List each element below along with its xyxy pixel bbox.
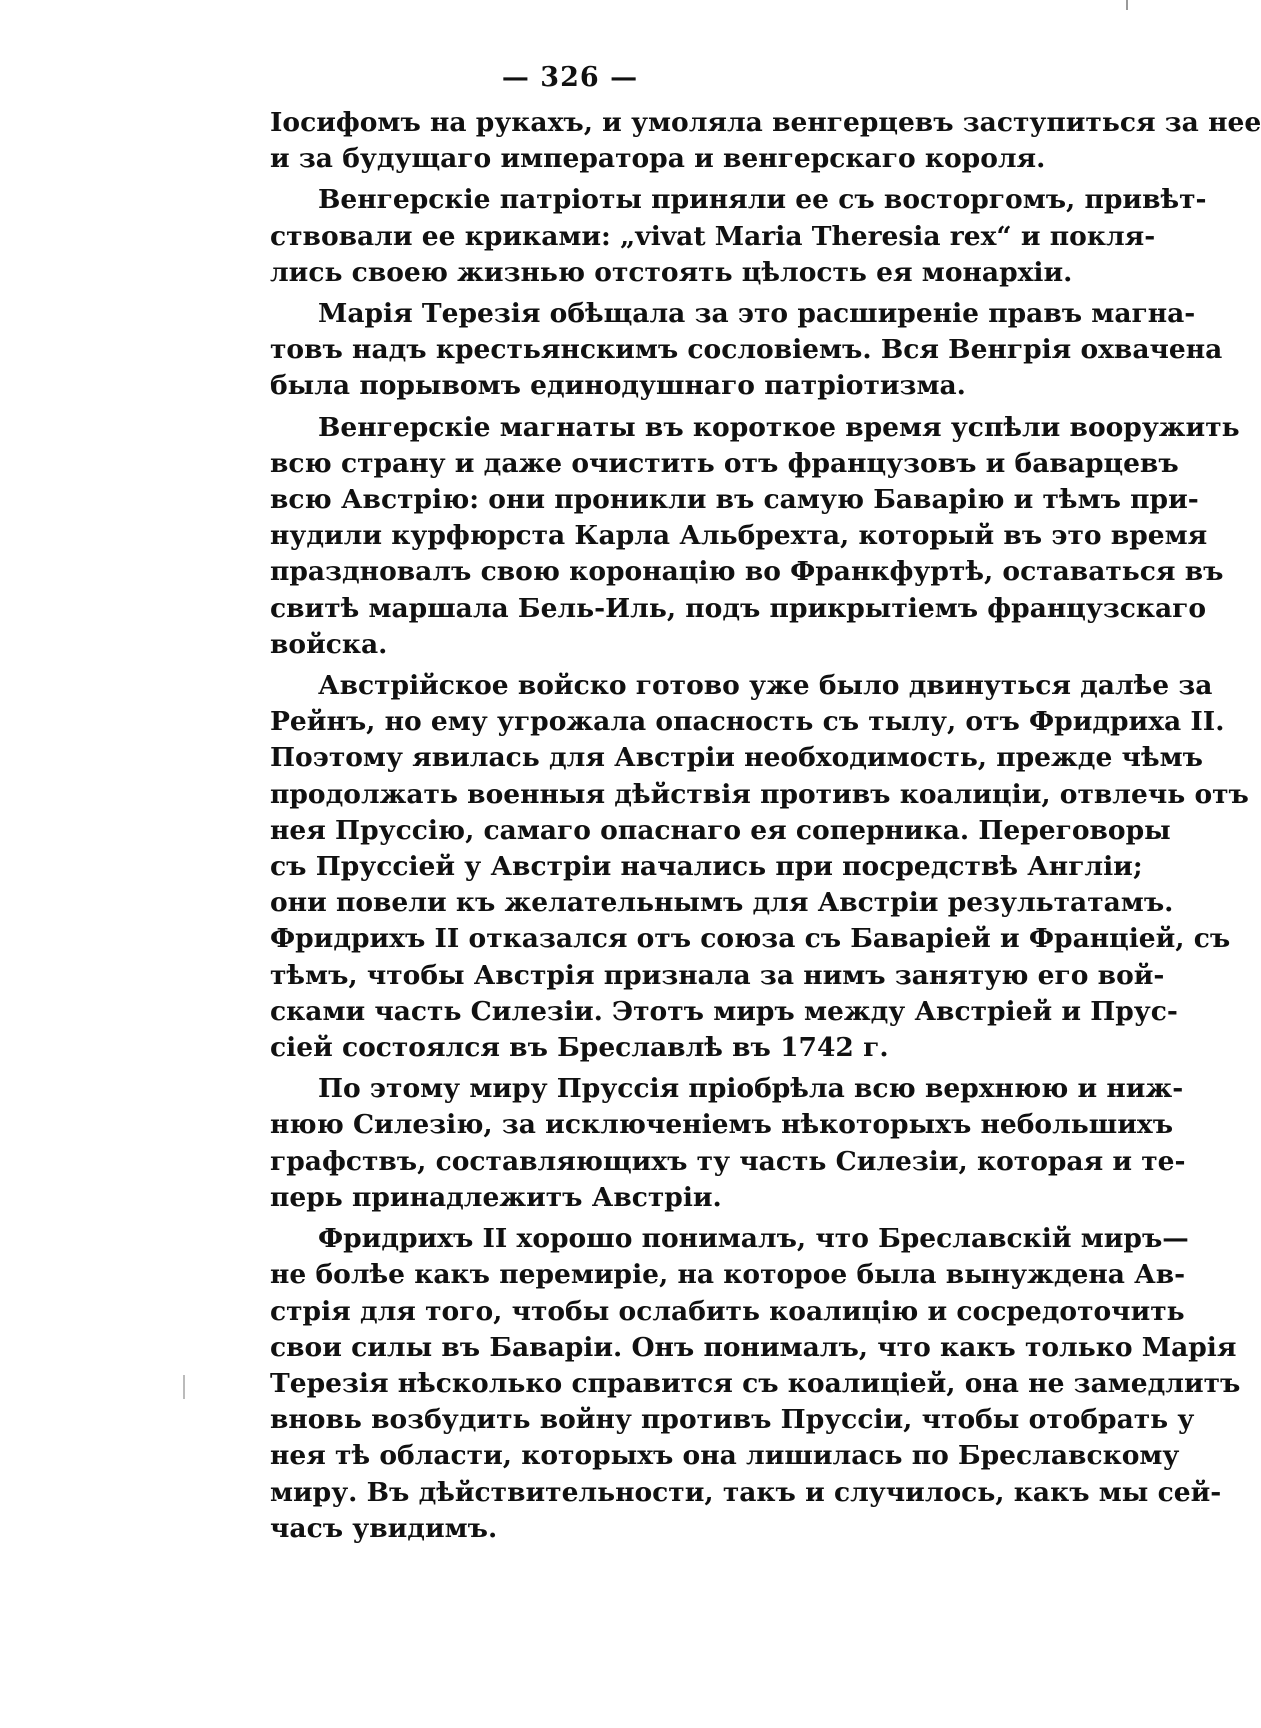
text-line: Рейнъ, но ему угрожала опасность съ тылу, отъ Фридриха II. [270, 706, 1225, 738]
text-line: свитѣ маршала Бель-Иль, подъ прикрытіемъ французскаго [270, 592, 1207, 624]
paragraph-6 [270, 1071, 1186, 1216]
paragraph-7 [270, 1221, 1241, 1547]
text-line: нея Пруссію, самаго опаснаго ея соперника. Переговоры [270, 814, 1171, 846]
text-line: праздновалъ свою коронацію во Франкфуртѣ, оставаться въ [270, 556, 1224, 588]
text-line: Австрійское войско готово уже было двинуться далѣе за [318, 670, 1213, 702]
text-line: стрія для того, чтобы ослабить коалицію и сосредоточить [270, 1295, 1185, 1327]
text-line: Терезія нѣсколько справится съ коалиціей, она не замедлитъ [270, 1367, 1241, 1399]
paragraph-5 [270, 668, 1249, 1066]
text-line: Поэтому явилась для Австріи необходимость, прежде чѣмъ [270, 742, 1203, 774]
text-line: миру. Въ дѣйствительности, такъ и случилось, какъ мы сей- [270, 1476, 1222, 1508]
paragraph-3 [270, 296, 1223, 405]
text-line: Фридрихъ II отказался отъ союза съ Баваріей и Франціей, съ [270, 923, 1231, 955]
text-line: Фридрихъ II хорошо понималъ, что Бреславскій миръ— [318, 1223, 1189, 1255]
text-line: часъ увидимъ. [270, 1512, 498, 1544]
text-line: Іосифомъ на рукахъ, и умоляла венгерцевъ заступиться за нее [270, 107, 1261, 138]
text-line: тѣмъ, чтобы Австрія признала за нимъ занятую его вой- [270, 959, 1165, 991]
text-line: графствъ, составляющихъ ту часть Силезіи, которая и те- [270, 1145, 1186, 1177]
text-line: По этому миру Пруссія пріобрѣла всю верхнюю и ниж- [318, 1073, 1184, 1105]
text-line: нудили курфюрста Карла Альбрехта, который въ это время [270, 520, 1208, 552]
page-number: — 326 — [501, 62, 639, 93]
text-line: и за будущаго императора и венгерскаго короля. [270, 143, 1046, 175]
text-line: всю Австрію: они проникли въ самую Баварію и тѣмъ при- [270, 484, 1199, 516]
text-line: Венгерскіе магнаты въ короткое время успѣли вооружить [318, 411, 1240, 443]
text-line: товъ надъ крестьянскимъ сословіемъ. Вся Венгрія охвачена [270, 334, 1223, 366]
text-line: не болѣе какъ перемиріе, на которое была вынуждена Ав- [270, 1259, 1186, 1291]
text-line: была порывомъ единодушнаго патріотизма. [270, 370, 966, 402]
paragraph-2 [270, 182, 1207, 291]
text-line: ствовали ее криками: „vivat Maria Theresia rex“ и покля- [270, 220, 1156, 252]
text-line: перь принадлежитъ Австріи. [270, 1181, 722, 1213]
text-line: свои силы въ Баваріи. Онъ понималъ, что какъ только Марія [270, 1331, 1237, 1363]
text-line: всю страну и даже очистить отъ французовъ и баварцевъ [270, 447, 1179, 479]
text-line: войска. [270, 628, 388, 660]
text-line: они повели къ желательнымъ для Австріи результатамъ. [270, 887, 1174, 919]
text-line: Венгерскіе патріоты приняли ее съ восторгомъ, привѣт- [318, 184, 1207, 216]
scan-edge-mark [183, 1375, 185, 1399]
paragraph-4 [270, 410, 1240, 663]
text-line: вновь возбудить войну противъ Пруссіи, чтобы отобрать у [270, 1404, 1195, 1436]
text-line: сіей состоялся въ Бреславлѣ въ 1742 г. [270, 1032, 889, 1064]
text-line: Марія Терезія обѣщала за это расширеніе правъ магна- [318, 298, 1196, 330]
paragraph-1 [270, 105, 1261, 177]
scan-edge-mark [1126, 0, 1128, 10]
text-line: нея тѣ области, которыхъ она лишилась по Бреславскому [270, 1440, 1180, 1472]
text-line: съ Пруссіей у Австріи начались при посредствѣ Англіи; [270, 851, 1143, 883]
text-line: нюю Силезію, за исключеніемъ нѣкоторыхъ небольшихъ [270, 1109, 1174, 1141]
body-text [270, 105, 1261, 1552]
text-line: сками часть Силезіи. Этотъ миръ между Австріей и Прус- [270, 995, 1178, 1027]
text-line: продолжать военныя дѣйствія противъ коалиціи, отвлечь отъ [270, 778, 1249, 810]
text-line: лись своею жизнью отстоять цѣлость ея монархіи. [270, 256, 1073, 288]
